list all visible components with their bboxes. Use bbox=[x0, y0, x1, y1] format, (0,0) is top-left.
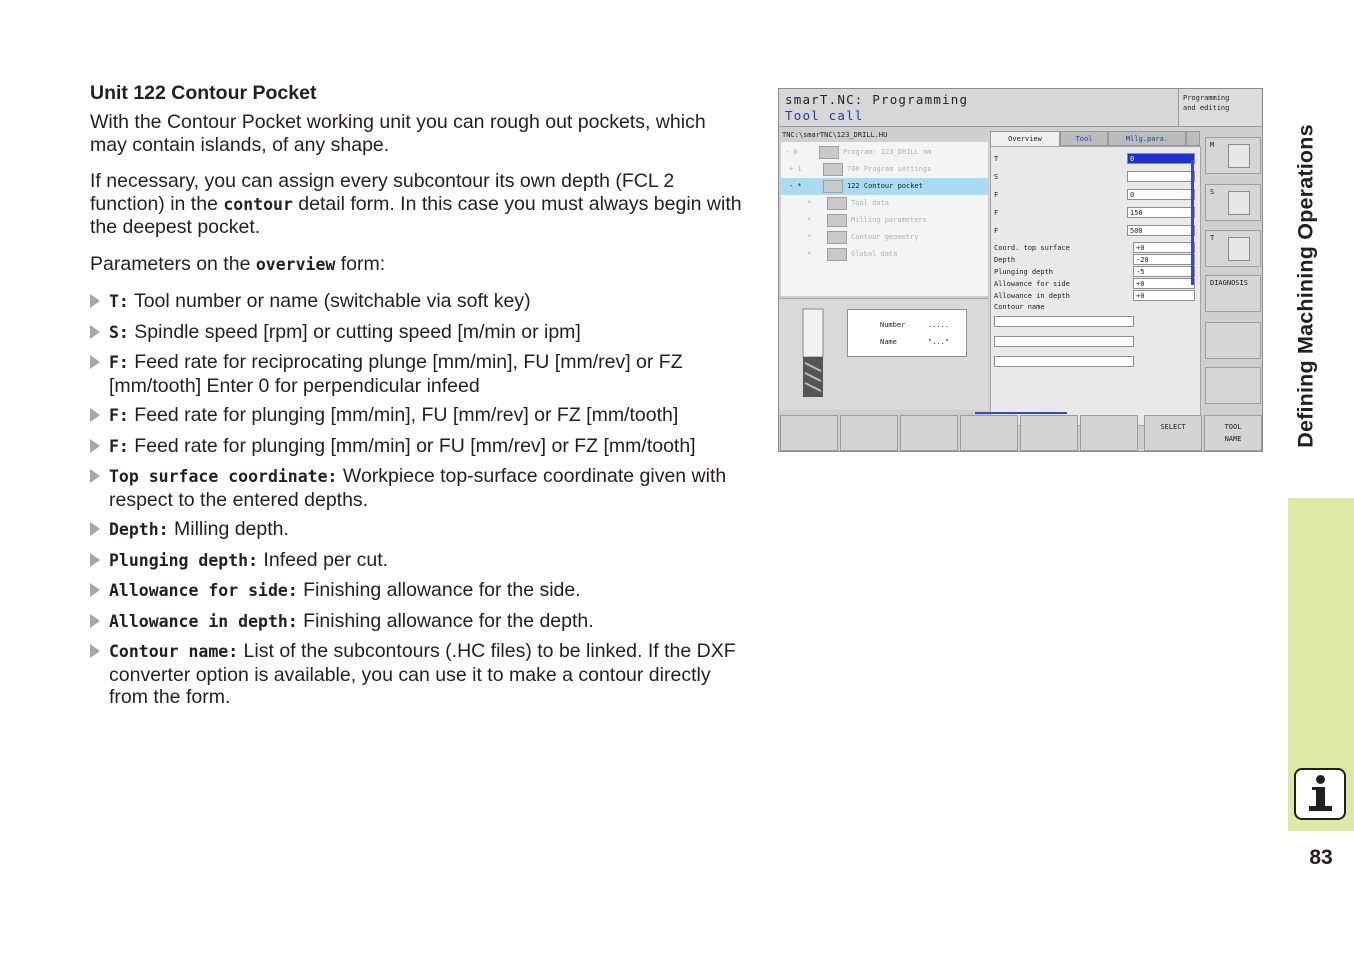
bullet-arrow-icon bbox=[90, 644, 100, 658]
field-label: Allowance for side bbox=[994, 280, 1070, 288]
parameter-item bbox=[90, 290, 745, 314]
tool-data-icon bbox=[827, 197, 847, 210]
bullet-arrow-icon bbox=[90, 294, 100, 308]
form-tabs bbox=[990, 131, 1200, 146]
vertical-softkeys bbox=[1203, 129, 1263, 415]
tab-tool[interactable]: Tool bbox=[1060, 131, 1108, 146]
parameter-name: Plunging depth: bbox=[109, 550, 259, 570]
softkey[interactable] bbox=[840, 415, 898, 451]
intro-paragraph: With the Contour Pocket working unit you can rough out pockets, which may contain islands, of any shape. bbox=[90, 111, 706, 156]
bullet-arrow-icon bbox=[90, 408, 100, 422]
parameter-item bbox=[90, 435, 745, 459]
tree-node[interactable] bbox=[781, 144, 988, 161]
tree-node[interactable] bbox=[781, 246, 988, 263]
parameter-item bbox=[90, 610, 745, 634]
contour-name-input[interactable] bbox=[994, 316, 1134, 327]
mode-line-2: and editing bbox=[1183, 104, 1230, 112]
chapter-title: Defining Machining Operations bbox=[1293, 124, 1318, 448]
bullet-arrow-icon bbox=[90, 553, 100, 567]
tree-marker: * bbox=[807, 199, 812, 207]
program-icon bbox=[819, 146, 839, 159]
bullet-arrow-icon bbox=[90, 614, 100, 628]
tree-marker: * bbox=[807, 233, 812, 241]
softkey[interactable] bbox=[780, 415, 838, 451]
parameter-desc: Feed rate for reciprocating plunge [mm/min], FU [mm/rev] or FZ [mm/tooth] Enter 0 for perpendicular infeed bbox=[109, 351, 683, 397]
program-path: TNC:\smarTNC\123_DRILL.HU bbox=[782, 131, 888, 139]
tree-marker: - * bbox=[789, 182, 802, 190]
softkey-row bbox=[779, 415, 1263, 452]
tool-number-value: ..... bbox=[928, 321, 950, 329]
params-intro-before: Parameters on the bbox=[90, 252, 256, 275]
pocket-icon bbox=[823, 180, 843, 193]
feed-field-label: F bbox=[994, 209, 999, 217]
contour-name-input[interactable] bbox=[994, 336, 1134, 347]
contour-name-input[interactable] bbox=[994, 356, 1134, 367]
allowance-side-input[interactable]: +0 bbox=[1133, 278, 1195, 289]
tool-preview-panel bbox=[779, 298, 988, 410]
diagnosis-key[interactable]: DIAGNOSIS bbox=[1205, 275, 1261, 312]
main-content bbox=[90, 82, 745, 716]
parameter-item bbox=[90, 321, 745, 345]
tree-label: 122 Contour pocket bbox=[847, 182, 923, 190]
parameter-name: T: bbox=[109, 292, 129, 311]
chapter-title-tab bbox=[1284, 96, 1328, 476]
page-number: 83 bbox=[1309, 846, 1333, 869]
parameter-name: Top surface coordinate: bbox=[109, 467, 338, 486]
tnc-screenshot bbox=[778, 88, 1263, 452]
spindle-input[interactable] bbox=[1127, 171, 1195, 182]
feed-field-label: F bbox=[994, 191, 999, 199]
settings-icon bbox=[823, 163, 843, 176]
parameter-item bbox=[90, 549, 745, 573]
top-surface-input[interactable]: +0 bbox=[1133, 242, 1195, 253]
side-key-empty[interactable] bbox=[1205, 322, 1261, 359]
parameter-desc: Feed rate for plunging [mm/min] or FU [mm/rev] or FZ [mm/tooth] bbox=[128, 434, 696, 457]
tree-marker: * bbox=[807, 250, 812, 258]
tree-marker: + 1 bbox=[789, 165, 802, 173]
depth-note-after: detail form. In this case you must always begin with the deepest pocket. bbox=[90, 192, 742, 238]
tool-name-label: Name bbox=[880, 338, 897, 346]
softkey-select[interactable]: SELECT bbox=[1144, 415, 1202, 451]
tab-overview[interactable]: Overview bbox=[990, 131, 1060, 146]
program-tree bbox=[781, 142, 988, 296]
softkey-page-indicator bbox=[975, 412, 1067, 414]
softkey[interactable] bbox=[900, 415, 958, 451]
parameter-desc: Milling depth. bbox=[168, 518, 289, 540]
softkey[interactable] bbox=[1020, 415, 1078, 451]
feed-milling-input[interactable]: 500 bbox=[1127, 225, 1195, 236]
bullet-arrow-icon bbox=[90, 439, 100, 453]
parameter-name: Contour name: bbox=[109, 642, 239, 661]
feed-reciprocating-input[interactable]: 0 bbox=[1127, 189, 1195, 200]
bullet-arrow-icon bbox=[90, 325, 100, 339]
field-label: Plunging depth bbox=[994, 268, 1054, 276]
tree-node[interactable] bbox=[781, 229, 988, 246]
tree-label: Program: 123_DRILL mm bbox=[843, 148, 932, 156]
tree-marker: * bbox=[807, 216, 812, 224]
tool-number-label: Number bbox=[880, 321, 906, 329]
spindle-icon bbox=[1228, 191, 1250, 215]
overview-form bbox=[990, 146, 1201, 426]
tree-label: Contour geometry bbox=[851, 233, 919, 241]
tree-node[interactable] bbox=[781, 212, 988, 229]
contour-name-label: Contour name bbox=[994, 303, 1045, 311]
parameter-desc: List of the subcontours (.HC files) to be linked. If the DXF converter option is available, you can use it to make a contour directly from the form. bbox=[109, 640, 736, 708]
bullet-arrow-icon bbox=[90, 469, 100, 483]
parameter-list bbox=[90, 290, 745, 709]
field-label: Coord. top surface bbox=[994, 244, 1070, 252]
parameter-item bbox=[90, 518, 745, 542]
parameter-desc: Finishing allowance for the side. bbox=[297, 579, 581, 601]
spindle-field-label: S bbox=[994, 173, 999, 181]
feed-plunge-input[interactable]: 150 bbox=[1127, 207, 1195, 218]
parameter-name: Depth: bbox=[109, 520, 169, 539]
machine-icon bbox=[1228, 144, 1250, 168]
parameter-name: F: bbox=[109, 436, 129, 456]
screen-title: smarT.NC: Programming bbox=[785, 92, 969, 107]
parameter-item bbox=[90, 351, 745, 397]
tool-input[interactable]: 0 bbox=[1127, 153, 1195, 164]
mode-indicator bbox=[1178, 89, 1263, 127]
form-scrollbar[interactable] bbox=[1191, 160, 1194, 285]
tree-node-selected[interactable] bbox=[781, 178, 988, 195]
tool-field-label: T bbox=[994, 155, 999, 163]
params-intro-after: form: bbox=[335, 252, 386, 275]
parameter-item bbox=[90, 579, 745, 603]
depth-note-before: If necessary, you can assign every subcontour its own depth (FCL 2 function) in the bbox=[90, 170, 675, 215]
mode-line-1: Programming bbox=[1183, 94, 1230, 102]
tree-node[interactable] bbox=[781, 195, 988, 212]
contour-code: contour bbox=[223, 194, 293, 214]
plunging-depth-input[interactable]: -5 bbox=[1133, 266, 1195, 277]
tree-label: Tool data bbox=[851, 199, 889, 207]
parameter-item bbox=[90, 465, 745, 511]
tool-change-icon bbox=[1228, 237, 1250, 261]
tree-marker: - 0 bbox=[785, 148, 798, 156]
bullet-arrow-icon bbox=[90, 522, 100, 536]
field-label: Allowance in depth bbox=[994, 292, 1070, 300]
parameter-name: F: bbox=[109, 406, 129, 425]
parameter-name: Allowance in depth: bbox=[109, 611, 298, 631]
allowance-depth-input[interactable]: +0 bbox=[1133, 290, 1195, 301]
side-key-m[interactable]: M bbox=[1205, 137, 1261, 174]
parameter-desc: Tool number or name (switchable via soft key) bbox=[128, 290, 531, 312]
field-label: Depth bbox=[994, 256, 1016, 264]
screen-title-bar bbox=[779, 89, 1178, 127]
feed-field-label: F bbox=[994, 227, 999, 235]
parameter-name: F: bbox=[109, 353, 129, 372]
screen-subtitle: Tool call bbox=[785, 108, 864, 123]
parameter-name: Allowance for side: bbox=[109, 581, 298, 600]
parameter-desc: Infeed per cut. bbox=[258, 548, 389, 571]
tree-label: Milling parameters bbox=[851, 216, 927, 224]
overview-code: overview bbox=[255, 254, 336, 274]
depth-input[interactable]: -20 bbox=[1133, 254, 1195, 265]
parameter-item bbox=[90, 404, 745, 428]
tree-label: 700 Program settings bbox=[847, 165, 932, 173]
tool-name-value: "..." bbox=[928, 338, 950, 346]
tool-info-box bbox=[847, 309, 967, 357]
tab-scroll-arrow-icon[interactable] bbox=[1186, 131, 1200, 146]
side-key-empty[interactable] bbox=[1205, 367, 1261, 404]
bullet-arrow-icon bbox=[90, 583, 100, 597]
softkey[interactable] bbox=[960, 415, 1018, 451]
contour-icon bbox=[827, 231, 847, 244]
parameter-name: S: bbox=[109, 322, 129, 342]
parameter-desc: Feed rate for plunging [mm/min], FU [mm/rev] or FZ [mm/tooth] bbox=[128, 404, 679, 426]
softkey-tool-name[interactable]: TOOL NAME bbox=[1204, 415, 1262, 451]
softkey[interactable] bbox=[1080, 415, 1138, 451]
side-key-t[interactable]: T bbox=[1205, 230, 1261, 267]
tab-milling-params[interactable]: Mllg.para. bbox=[1108, 131, 1186, 146]
info-icon bbox=[1294, 768, 1346, 820]
depth-note-paragraph bbox=[90, 170, 745, 239]
side-key-s[interactable]: S bbox=[1205, 184, 1261, 221]
tree-node[interactable] bbox=[781, 161, 988, 178]
end-mill-icon bbox=[799, 307, 829, 401]
params-intro-paragraph bbox=[90, 253, 745, 277]
section-title: Unit 122 Contour Pocket bbox=[90, 82, 317, 104]
parameter-desc: Workpiece top-surface coordinate given with respect to the entered depths. bbox=[109, 465, 727, 511]
globe-icon bbox=[827, 248, 847, 261]
bullet-arrow-icon bbox=[90, 355, 100, 369]
parameter-desc: Spindle speed [rpm] or cutting speed [m/min or ipm] bbox=[128, 320, 581, 343]
milling-icon bbox=[827, 214, 847, 227]
parameter-desc: Finishing allowance for the depth. bbox=[297, 609, 594, 632]
tree-label: Global data bbox=[851, 250, 898, 258]
parameter-item bbox=[90, 640, 745, 709]
